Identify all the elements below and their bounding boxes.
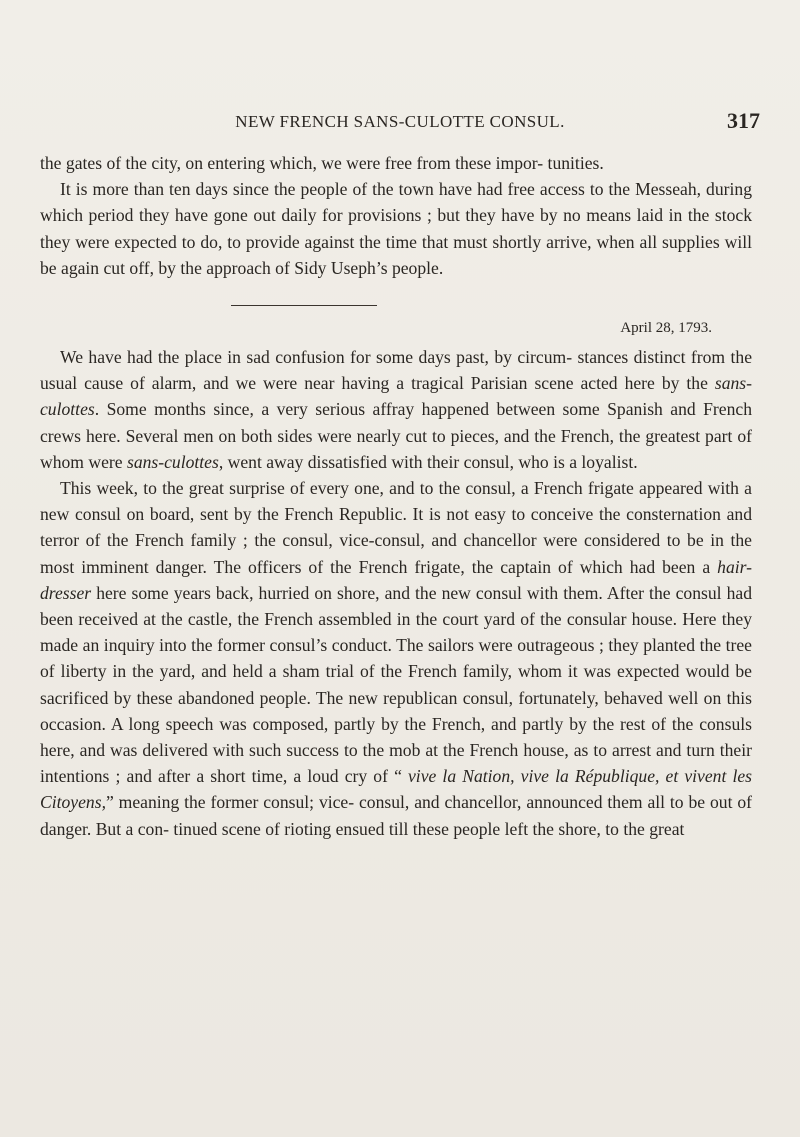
p4-text-c: here some years back, hurried on shore, and the new consul with them. After the consul had been received at the castle, the French assembled in the court yard of the consular house. Here they made an inquiry into the former consul’s conduct. The sailors were outrageous ; they planted the tree of liberty in the yard, and held a sham trial of the French family, whom it was expected would be sacrificed by these abandoned people. The new republican consul, fortunately, behaved well on this occasion. A long speech was composed, partly by the French, and partly by the rest of the consuls here, and was delivered with such success to the mob at the French house, as to arrest and turn their intentions ; and after a short time, a loud cry of “ bbox=[40, 582, 752, 787]
p4-text-e: ” meaning the former consul; vice- consul, and chancellor, announced them all to be out of danger. But a con- tinued scene of rioting ensued till these people left the shore, to the great bbox=[40, 792, 752, 839]
dateline: April 28, 1793. bbox=[620, 320, 712, 337]
page-number: 317 bbox=[727, 108, 760, 133]
p3-italic-sans-culottes-2: sans-culottes bbox=[126, 451, 219, 472]
paragraph-4 bbox=[40, 475, 752, 842]
p3-text-a: We have had the place in sad confusion for some days past, by circum- stances distinct from the usual cause of alarm, and we were near having a tragical Parisian scene acted here by the bbox=[40, 347, 752, 394]
p4-italic-hair-dresser: hair-dresser bbox=[40, 556, 752, 603]
p3-text-c: . Some months since, a very serious affray happened between some Spanish and French crews here. Several men on both sides were nearly cut to pieces, and the French, the greatest part of whom were bbox=[40, 399, 752, 472]
paragraph-3 bbox=[40, 344, 752, 475]
p4-text-a: This week, to the great surprise of every one, and to the consul, a French frigate appeared with a new consul on board, sent by the French Republic. It is not easy to conceive the consternation and terror of the French family ; the consul, vice-consul, and chancellor were considered to be in the most imminent danger. The officers of the French frigate, the captain of which had been a bbox=[40, 478, 752, 577]
running-title: NEW FRENCH SANS-CULOTTE CONSUL. bbox=[235, 112, 565, 131]
paragraph-2: It is more than ten days since the people of the town have had free access to the Messeah, during which period they have gone out daily for provisions ; but they have by no means laid in the stock they were expected to do, to provide against the time that must shortly arrive, when all supplies will be again cut off, by the approach of Sidy Useph’s people. bbox=[40, 179, 752, 278]
running-head bbox=[40, 108, 760, 138]
body-text bbox=[40, 150, 752, 842]
section-divider bbox=[231, 305, 377, 306]
p4-italic-french-slogan: vive la Nation, vive la République, et vivent les Citoyens, bbox=[40, 766, 752, 813]
paragraph-1: the gates of the city, on entering which, we were free from these impor- tunities. bbox=[40, 153, 604, 173]
p3-text-e: , went away dissatisfied with their consul, who is a loyalist. bbox=[218, 451, 638, 472]
p3-italic-sans-culottes-1: sans-culottes bbox=[40, 373, 752, 420]
